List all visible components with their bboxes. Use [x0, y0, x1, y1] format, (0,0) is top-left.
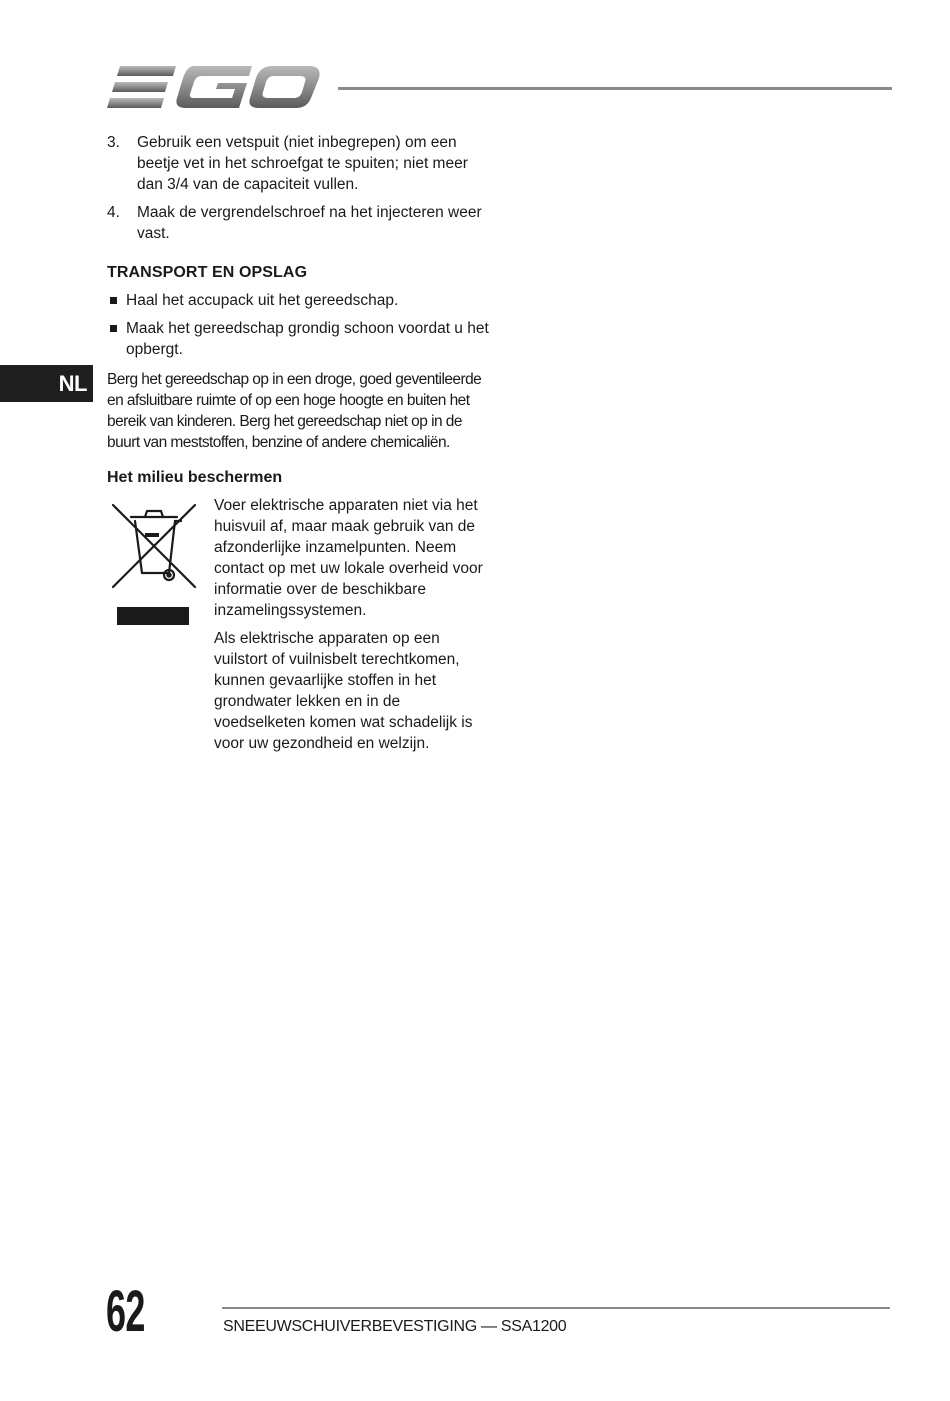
storage-paragraph: Berg het gereedschap op in een droge, goed geventileerde en afsluitbare ruimte of op een hoge hoogte en buiten het bereik van kinderen. Berg het gereedschap niet op in de buurt van meststoffen, benzine of andere chemicaliën.	[107, 371, 482, 451]
language-tab: NL	[0, 365, 93, 402]
step-text: Gebruik een vetspuit (niet inbegrepen) om een beetje vet in het schroefgat te spuiten; niet meer dan 3/4 van de capaciteit vullen.	[137, 134, 468, 193]
step-number: 3.	[107, 134, 120, 151]
environment-text	[214, 495, 489, 761]
environment-icon-cell	[107, 495, 214, 761]
step-3	[107, 132, 489, 195]
bullet-item	[107, 318, 489, 360]
transport-heading: TRANSPORT EN OPSLAG	[107, 264, 308, 281]
bullet-text: Haal het accupack uit het gereedschap.	[126, 292, 399, 309]
environment-heading: Het milieu beschermen	[107, 469, 283, 486]
page-number: 62	[106, 1279, 145, 1344]
square-bullet-icon	[107, 318, 126, 360]
step-text: Maak de vergrendelschroef na het injecteren weer vast.	[137, 204, 482, 242]
step-4	[107, 202, 489, 244]
bullet-item	[107, 290, 489, 311]
environment-paragraph-2: Als elektrische apparaten op een vuilstort of vuilnisbelt terechtkomen, kunnen gevaarlijke stoffen in het grondwater lekken en in de voedselketen komen wat schadelijk is voor uw gezondheid en welzijn.	[214, 630, 473, 752]
ego-logo	[106, 62, 320, 114]
crossed-out-wheelie-bin-icon	[109, 499, 201, 629]
footer-title: SNEEUWSCHUIVERBEVESTIGING — SSA1200	[223, 1318, 567, 1335]
square-bullet-icon	[107, 290, 126, 311]
header-rule	[338, 87, 892, 90]
bullet-text: Maak het gereedschap grondig schoon voordat u het opbergt.	[126, 320, 489, 358]
step-number: 4.	[107, 204, 120, 221]
environment-section	[107, 495, 489, 761]
footer-rule	[222, 1307, 890, 1309]
environment-paragraph-1: Voer elektrische apparaten niet via het huisvuil af, maar maak gebruik van de afzonderlijke inzamelpunten. Neem contact op met uw lokale overheid voor informatie over de beschikbare inzamelingssystemen.	[214, 497, 483, 619]
content-column	[107, 132, 489, 761]
